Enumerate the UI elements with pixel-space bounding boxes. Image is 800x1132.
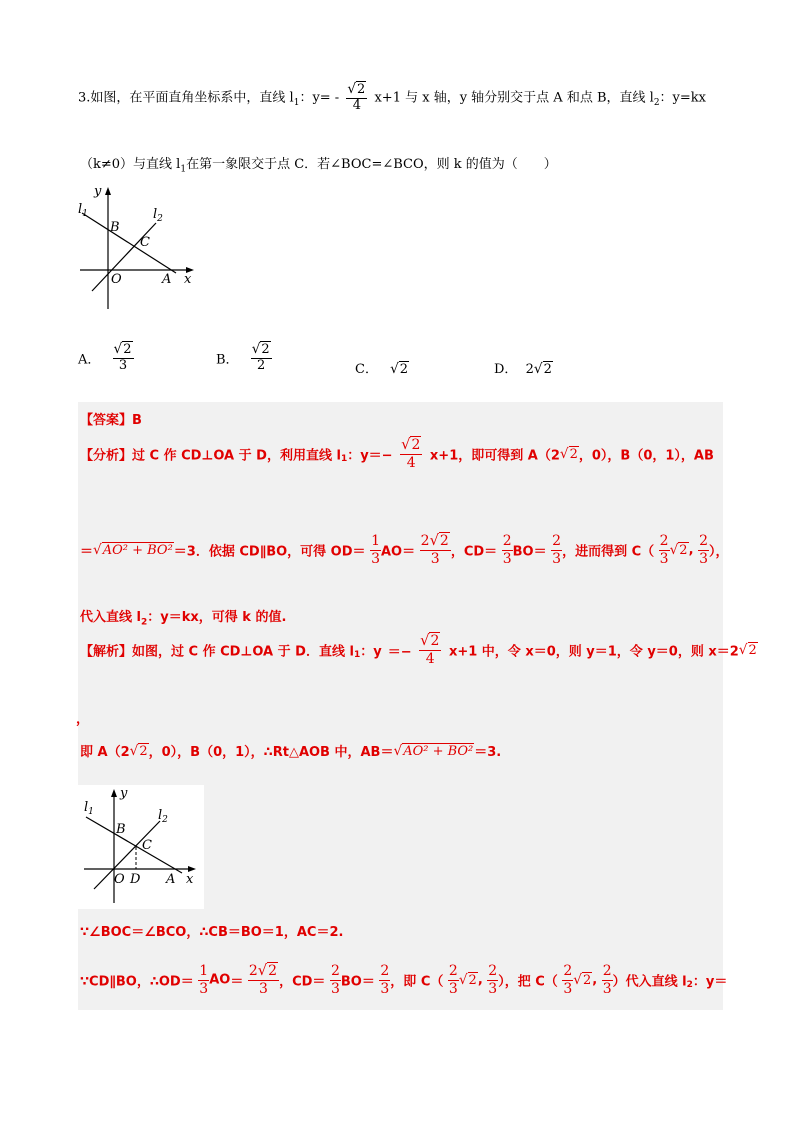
y-axis-arrow bbox=[111, 789, 117, 797]
option-d-label: D． bbox=[494, 362, 518, 377]
subscript: 2 bbox=[653, 98, 660, 109]
subscript: 1 bbox=[293, 98, 300, 109]
answer-panel bbox=[78, 402, 723, 1010]
denominator: 4 bbox=[346, 98, 367, 114]
question-text: ：y= - bbox=[299, 90, 340, 106]
answer-label: 【答案】 bbox=[80, 413, 133, 428]
option-b-label: B． bbox=[216, 352, 239, 368]
label-x: x bbox=[186, 872, 194, 887]
question-line-2 bbox=[80, 153, 557, 175]
question-text: ：y=kx bbox=[659, 90, 706, 106]
label-B: B bbox=[110, 220, 120, 235]
label-C: C bbox=[140, 235, 150, 250]
solution-line-2: 即 A（2√2，0），B（0，1），∴Rt△AOB 中，AB＝√AO² + BO²＝3. bbox=[80, 742, 502, 760]
option-b-fraction: $\frac{√2}{2}$ bbox=[251, 341, 270, 373]
option-c-value: √2 bbox=[390, 361, 409, 377]
option-c-label: C． bbox=[355, 362, 378, 377]
solution-line-4: ∵CD∥BO，∴OD＝ $\frac{1}{3}$ AO＝ $\frac{2√2}{3}$ ，CD＝ $\frac{2}{3}$ BO＝ $\frac{2}{3}$ ，即 C（ $\frac{2}{3}$ √2, $\frac{2}{3}$ ），把 C（ $\frac{2}{3}$ √2, $\frac{2}{3}$ ）代入直线 $l_2$：y＝ bbox=[80, 962, 728, 997]
option-a[interactable] bbox=[78, 342, 134, 374]
solution-label: 【解析】 bbox=[80, 644, 133, 660]
label-l1: $l_1$ bbox=[84, 800, 94, 817]
fraction: $\frac{√2}{4}$ bbox=[401, 436, 421, 471]
fraction: $\frac{√2}{4}$ bbox=[347, 81, 366, 113]
subscript: 1 bbox=[180, 164, 187, 175]
answer-value: B bbox=[132, 413, 142, 428]
question-text: （k≠0）与直线 l bbox=[80, 157, 181, 172]
solution-line-1: 【解析】如图，过 C 作 CD⊥OA 于 D．直线 $l_1$：y ＝− $\frac{√2}{4}$ x+1 中，令 x＝0，则 y＝1，令 y＝0，则 x＝2√2 bbox=[80, 632, 757, 667]
label-l2: $l_2$ bbox=[158, 808, 168, 825]
label-O: O bbox=[114, 872, 125, 887]
label-l1: $l_1$ bbox=[78, 202, 88, 219]
option-d-value: √2 bbox=[533, 361, 552, 377]
option-c[interactable] bbox=[355, 358, 409, 377]
answer-line bbox=[80, 409, 142, 428]
label-l2: $l_2$ bbox=[153, 207, 163, 224]
y-axis-arrow bbox=[105, 187, 111, 195]
label-y: y bbox=[94, 184, 102, 199]
coordinate-graph-1 bbox=[78, 183, 202, 313]
option-b[interactable] bbox=[216, 342, 272, 374]
line-l2 bbox=[92, 223, 156, 291]
label-A: A bbox=[166, 872, 176, 887]
solution-comma: ， bbox=[76, 712, 90, 727]
label-A: A bbox=[162, 272, 172, 287]
radicand: 2 bbox=[357, 82, 366, 97]
question-text: 3.如图，在平面直角坐标系中，直线 l bbox=[78, 90, 294, 106]
analysis-line-1: 【分析】过 C 作 CD⊥OA 于 D，利用直线 $l_1$：y＝− $\frac{√2}{4}$ x+1，即可得到 A（2√2，0），B（0，1），AB bbox=[80, 436, 714, 471]
question-text: 在第一象限交于点 C．若∠BOC=∠BCO，则 k 的值为（ ） bbox=[186, 157, 557, 172]
sqrt-expression: √AO² + BO² bbox=[93, 542, 173, 558]
option-a-label: A． bbox=[78, 352, 101, 368]
label-y: y bbox=[120, 786, 128, 801]
label-D: D bbox=[130, 872, 141, 887]
analysis-label: 【分析】 bbox=[80, 448, 133, 464]
analysis-line-2: ＝√AO² + BO²＝3．依据 CD∥BO，可得 OD＝ $\frac{1}{3}$ AO＝ $\frac{2√2}{3}$ ，CD＝ $\frac{2}{3}$ BO＝ $\frac{2}{3}$ ，进而得到 C（ $\frac{2}{3}$ √2, $\frac{2}{3}$ ）， bbox=[80, 532, 729, 567]
label-O: O bbox=[111, 272, 122, 287]
option-d-coef: 2 bbox=[525, 362, 534, 377]
line-l1 bbox=[86, 817, 182, 873]
analysis-line-3: 代入直线 $l_2$：y＝kx，可得 k 的值. bbox=[80, 610, 287, 628]
label-C: C bbox=[142, 838, 152, 853]
question-line-1 bbox=[78, 82, 706, 114]
option-d[interactable] bbox=[494, 358, 553, 377]
label-B: B bbox=[116, 822, 126, 837]
option-a-fraction: $\frac{√2}{3}$ bbox=[113, 341, 132, 373]
question-text: x+1 与 x 轴，y 轴分别交于点 A 和点 B，直线 l bbox=[374, 90, 654, 106]
coordinate-graph-2 bbox=[78, 785, 204, 909]
label-x: x bbox=[184, 272, 192, 287]
solution-line-3: ∵∠BOC＝∠BCO，∴CB＝BO＝1，AC＝2. bbox=[80, 925, 344, 940]
